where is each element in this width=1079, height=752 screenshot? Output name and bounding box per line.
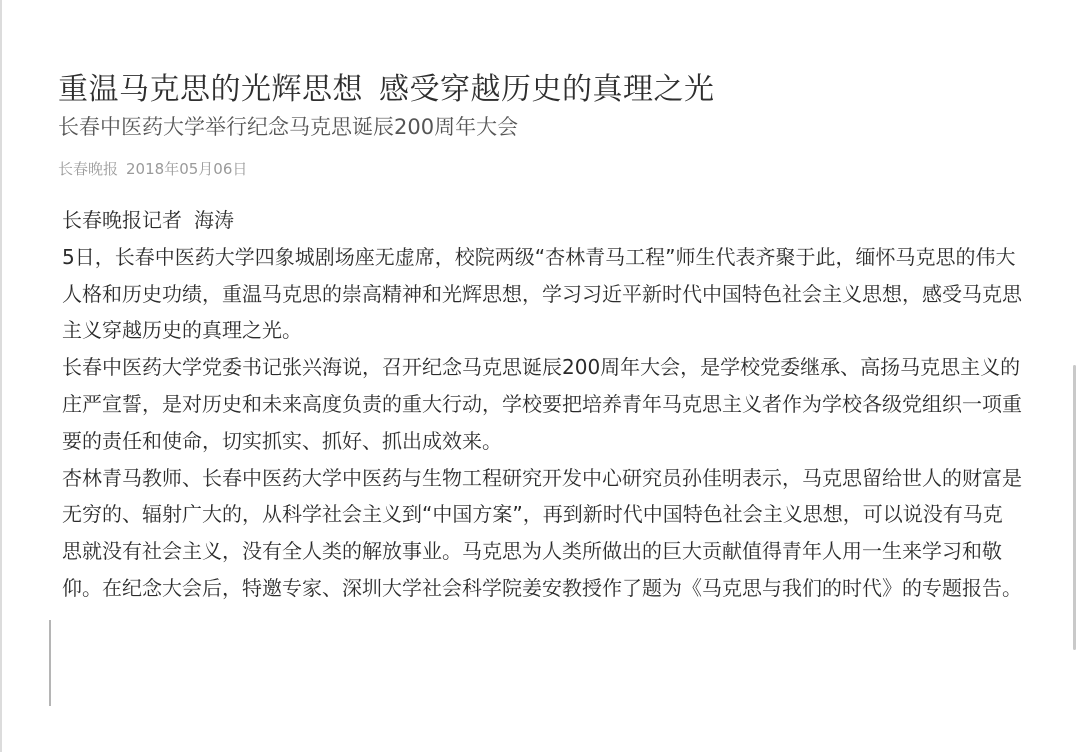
- reporter-prefix: 长春晚报记者: [62, 208, 182, 232]
- paragraph-2: 长春中医药大学党委书记张兴海说，召开纪念马克思诞辰200周年大会，是学校党委继承、高扬马克思主义的庄严宣誓，是对历史和未来高度负责的重大行动，学校要把培养青年马克思主义者作为学校各级党组织一项重要的责任和使命，切实抓实、抓好、抓出成效来。: [62, 355, 1022, 453]
- scrollbar-thumb[interactable]: [1073, 365, 1076, 650]
- article-body: [62, 202, 1022, 607]
- source-name: 长春晚报: [58, 160, 119, 178]
- paragraph-1: 5日，长春中医药大学四象城剧场座无虚席，校院两级“杏林青马工程”师生代表齐聚于此，缅怀马克思的伟大人格和历史功绩，重温马克思的崇高精神和光辉思想，学习习近平新时代中国特色社会主义思想，感受马克思主义穿越历史的真理之光。: [62, 244, 1022, 343]
- paragraph-3: 杏林青马教师、长春中医药大学中医药与生物工程研究开发中心研究员孙佳明表示，马克思留给世人的财富是无穷的、辐射广大的，从科学社会主义到“中国方案”，再到新时代中国特色社会主义思想，可以说没有马克思就没有社会主义，没有全人类的解放事业。马克思为人类所做出的巨大贡献值得青年人用一生来学习和敬仰。在纪念大会后，特邀专家、深圳大学社会科学院姜安教授作了题为《马克思与我们的时代》的专题报告。: [62, 465, 1022, 600]
- article-title: [58, 70, 715, 110]
- reporter-name: 海涛: [194, 208, 234, 232]
- left-edge-mark: [49, 620, 51, 706]
- article-meta: [58, 157, 247, 181]
- title-part-1: 重温马克思的光辉思想: [58, 72, 363, 107]
- publish-date: 2018年05月06日: [126, 160, 248, 178]
- title-part-2: 感受穿越历史的真理之光: [379, 72, 715, 107]
- article-subtitle: 长春中医药大学举行纪念马克思诞辰200周年大会: [58, 115, 519, 139]
- reporter-line: [62, 202, 1022, 239]
